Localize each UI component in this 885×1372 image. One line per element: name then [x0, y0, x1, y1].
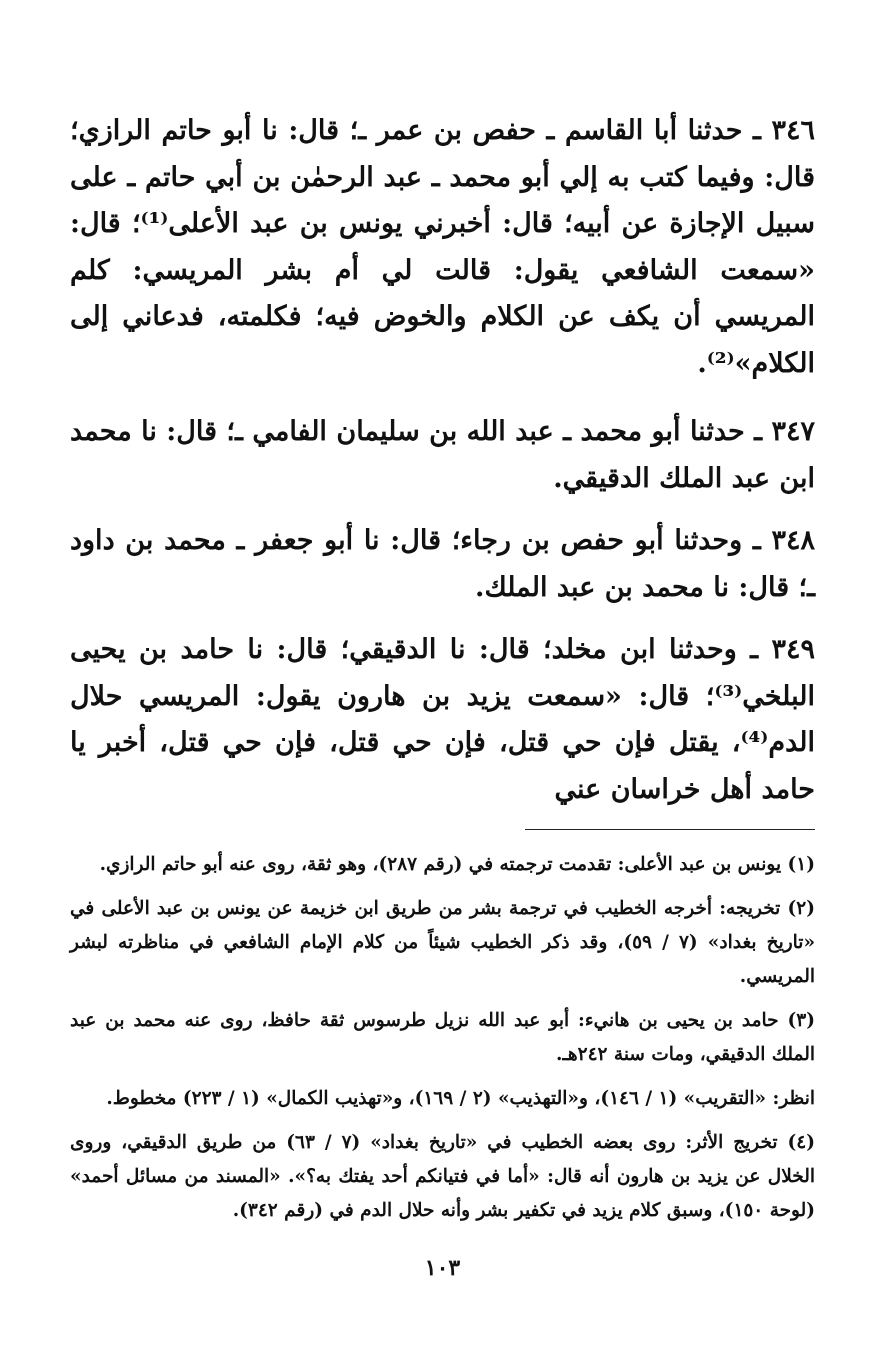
footnote-1: (١) يونس بن عبد الأعلى: تقدمت ترجمته في (رقم ٢٨٧)، وهو ثقة، روى عنه أبو حاتم الرازي.: [99, 854, 815, 875]
footnote-2: (٢) تخريجه: أخرجه الخطيب في ترجمة بشر من طريق ابن خزيمة عن يونس بن عبد الأعلى في «تاريخ بغداد» (٧ / ٥٩)، وقد ذكر الخطيب شيئاً من كلام الإمام الشافعي في مناظرته لبشر المريسي.: [70, 898, 816, 987]
footnotes: [70, 848, 815, 1228]
footnote-4: (٤) تخريج الأثر: روى بعضه الخطيب في «تاريخ بغداد» (٧ / ٦٣) من طريق الدقيقي، وروى الخلال عن يزيد بن هارون أنه قال: «أما في فتيانكم أحد يفتك به؟». «المسند من مسائل أحمد» (لوحة ١٥٠)، وسبق كلام يزيد في تكفير بشر وأنه حلال الدم في (رقم ٣٤٢).: [70, 1132, 815, 1221]
footnote-3-sources: انظر: «التقريب» (١ / ١٤٦)، و«التهذيب» (٢ / ١٦٩)، و«تهذيب الكمال» (١ / ٢٢٣) مخطوط.: [106, 1088, 815, 1109]
paragraph-349: ٣٤٩ ـ وحدثنا ابن مخلد؛ قال: نا الدقيقي؛ قال: نا حامد بن يحيى البلخي⁽³⁾؛ قال: «سمعت يزيد بن هارون يقول: المريسي حلال الدم⁽⁴⁾، يقتل فإن حي قتل، فإن حي قتل، فإن حي قتل، أخبر يا حامد أهل خراسان عني: [70, 634, 815, 805]
page-number: ١٠٣: [424, 1255, 461, 1281]
paragraph-347: ٣٤٧ ـ حدثنا أبو محمد ـ عبد الله بن سليمان الفامي ـ؛ قال: نا محمد ابن عبد الملك الدقيقي.: [70, 416, 815, 494]
footnote-divider: [525, 829, 815, 830]
main-text: [70, 108, 815, 813]
paragraph-346: ٣٤٦ ـ حدثنا أبا القاسم ـ حفص بن عمر ـ؛ قال: نا أبو حاتم الرازي؛ قال: وفيما كتب به إلي أبو محمد ـ عبد الرحمٰن بن أبي حاتم ـ على سبيل الإجازة عن أبيه؛ قال: أخبرني يونس بن عبد الأعلى⁽¹⁾؛ قال: «سمعت الشافعي يقول: قالت لي أم بشر المريسي: كلم المريسي أن يكف عن الكلام والخوض فيه؛ فكلمته، فدعاني إلى الكلام»⁽²⁾.: [70, 115, 815, 379]
page-body: [70, 108, 815, 1238]
footnote-3: (٣) حامد بن يحيى بن هانيء: أبو عبد الله نزيل طرسوس ثقة حافظ، روى عنه محمد بن عبد الملك الدقيقي، ومات سنة ٢٤٢هـ.: [70, 1010, 815, 1065]
paragraph-348: ٣٤٨ ـ وحدثنا أبو حفص بن رجاء؛ قال: نا أبو جعفر ـ محمد بن داود ـ؛ قال: نا محمد بن عبد الملك.: [70, 525, 815, 603]
